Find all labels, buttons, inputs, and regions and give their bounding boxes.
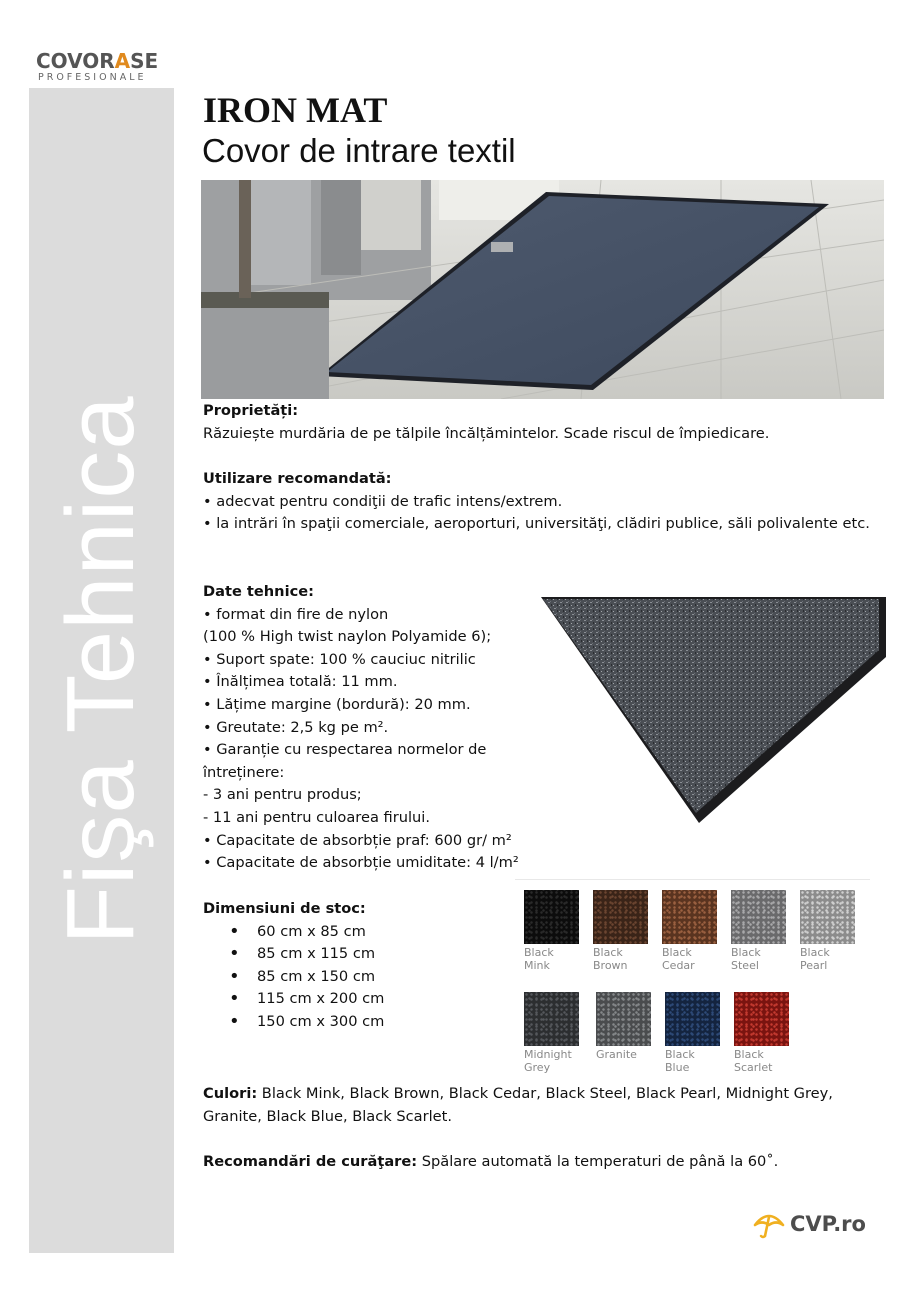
swatch-label-line: Steel <box>731 959 759 972</box>
stock-size: • 115 cm x 200 cm <box>203 988 503 1011</box>
usage-section <box>203 468 883 536</box>
swatch-granite <box>596 992 652 1061</box>
entrance-photo-illustration <box>201 180 884 399</box>
properties-section <box>203 400 883 445</box>
tech-line: - 3 ani pentru produs; <box>203 786 362 804</box>
tech-heading: Date tehnice: <box>203 583 314 600</box>
stock-size: • 85 cm x 115 cm <box>203 943 503 966</box>
mat-corner-photo <box>541 595 886 825</box>
cvp-logo <box>752 1207 882 1241</box>
swatch-black-scarlet <box>734 992 790 1074</box>
swatch-sample <box>731 890 786 944</box>
stock-section <box>203 898 503 1034</box>
tech-line: • format din fire de nylon <box>203 605 389 623</box>
product-subtitle: Covor de intrare textil <box>202 132 516 169</box>
swatch-label <box>596 1048 652 1061</box>
mat-corner-illustration <box>541 595 886 825</box>
swatch-label <box>734 1048 790 1074</box>
logo-wordmark <box>36 50 170 72</box>
swatch-label-line: Black <box>800 946 830 959</box>
swatch-sample <box>734 992 789 1046</box>
swatch-label-line: Granite <box>596 1048 637 1061</box>
tech-line: • Capacitate de absorbție umiditate: 4 l/m² <box>203 854 519 872</box>
stock-size: • 60 cm x 85 cm <box>203 921 503 944</box>
swatch-label-line: Midnight <box>524 1048 572 1061</box>
swatch-black-mink <box>524 890 580 972</box>
stock-heading: Dimensiuni de stoc: <box>203 900 366 917</box>
swatch-label <box>524 946 580 972</box>
tech-line: - 11 ani pentru culoarea firului. <box>203 808 430 826</box>
colors-text: Black Mink, Black Brown, Black Cedar, Black Steel, Black Pearl, Midnight Grey, Granite, Black Blue, Black Scarlet. <box>203 1085 833 1125</box>
logo-wordmark-part: SE <box>130 49 159 73</box>
usage-item: • adecvat pentru condiţii de trafic intens/extrem. <box>203 492 563 510</box>
swatch-label-line: Blue <box>665 1061 690 1074</box>
swatch-sample <box>524 992 579 1046</box>
swatch-sample <box>800 890 855 944</box>
swatch-label-line: Black <box>734 1048 764 1061</box>
swatch-label-line: Black <box>731 946 761 959</box>
swatch-label-line: Black <box>593 946 623 959</box>
logo-wordmark-part: COVOR <box>36 49 115 73</box>
swatch-label-line: Black <box>665 1048 695 1061</box>
tech-line: • Înălțimea totală: 11 mm. <box>203 673 398 691</box>
tech-line: • Lățime margine (bordură): 20 mm. <box>203 695 471 713</box>
swatch-label-line: Mink <box>524 959 550 972</box>
cleaning-section <box>203 1151 883 1174</box>
colors-section <box>203 1083 883 1128</box>
covorase-logo <box>36 50 170 84</box>
swatch-label <box>662 946 718 972</box>
swatch-sample <box>593 890 648 944</box>
cvp-wordmark: CVP.ro <box>790 1212 866 1236</box>
tech-line: • Greutate: 2,5 kg pe m². <box>203 718 389 736</box>
stock-size: • 85 cm x 150 cm <box>203 966 503 989</box>
swatch-sample <box>665 992 720 1046</box>
vertical-title: Fişa Tehnica <box>47 395 154 945</box>
cleaning-text: Spălare automată la temperaturi de până la 60˚. <box>417 1153 779 1170</box>
logo-subline: PROFESIONALE <box>38 72 147 83</box>
cleaning-label: Recomandări de curăţare: <box>203 1153 418 1170</box>
swatch-label-line: Grey <box>524 1061 551 1074</box>
swatch-black-brown <box>593 890 649 972</box>
entrance-photo <box>201 180 884 399</box>
tech-line: • Garanție cu respectarea normelor de întreținere: <box>203 741 487 781</box>
swatch-label-line: Black <box>662 946 692 959</box>
umbrella-icon <box>752 1209 786 1239</box>
stock-size: • 150 cm x 300 cm <box>203 1011 503 1034</box>
swatch-black-blue <box>665 992 721 1074</box>
swatch-label <box>593 946 649 972</box>
stock-list <box>203 921 503 1034</box>
logo-wordmark-accent: A <box>114 49 131 73</box>
swatch-midnight-grey <box>524 992 580 1074</box>
properties-heading: Proprietăți: <box>203 402 299 419</box>
swatch-label <box>665 1048 721 1074</box>
swatch-label-line: Black <box>524 946 554 959</box>
product-title: IRON MAT <box>203 90 388 130</box>
colors-label: Culori: <box>203 1085 258 1102</box>
swatch-black-steel <box>731 890 787 972</box>
properties-text: Răzuiește murdăria de pe tălpile încălțămintelor. Scade riscul de împiedicare. <box>203 424 770 442</box>
divider <box>515 879 870 880</box>
tech-line: • Suport spate: 100 % cauciuc nitrilic <box>203 650 476 668</box>
tech-line: (100 % High twist naylon Polyamide 6); <box>203 628 492 646</box>
tech-section <box>203 581 533 875</box>
swatch-black-cedar <box>662 890 718 972</box>
swatch-sample <box>662 890 717 944</box>
swatch-label <box>524 1048 580 1074</box>
swatch-sample <box>524 890 579 944</box>
swatch-label-line: Cedar <box>662 959 695 972</box>
swatch-label-line: Scarlet <box>734 1061 773 1074</box>
usage-heading: Utilizare recomandată: <box>203 470 392 487</box>
swatch-label <box>731 946 787 972</box>
swatch-label-line: Brown <box>593 959 628 972</box>
swatch-sample <box>596 992 651 1046</box>
swatch-black-pearl <box>800 890 856 972</box>
tech-line: • Capacitate de absorbție praf: 600 gr/ m² <box>203 831 512 849</box>
usage-item: • la intrări în spaţii comerciale, aeroporturi, universităţi, clădiri publice, săli polivalente etc. <box>203 515 870 533</box>
swatch-label <box>800 946 856 972</box>
swatch-label-line: Pearl <box>800 959 828 972</box>
